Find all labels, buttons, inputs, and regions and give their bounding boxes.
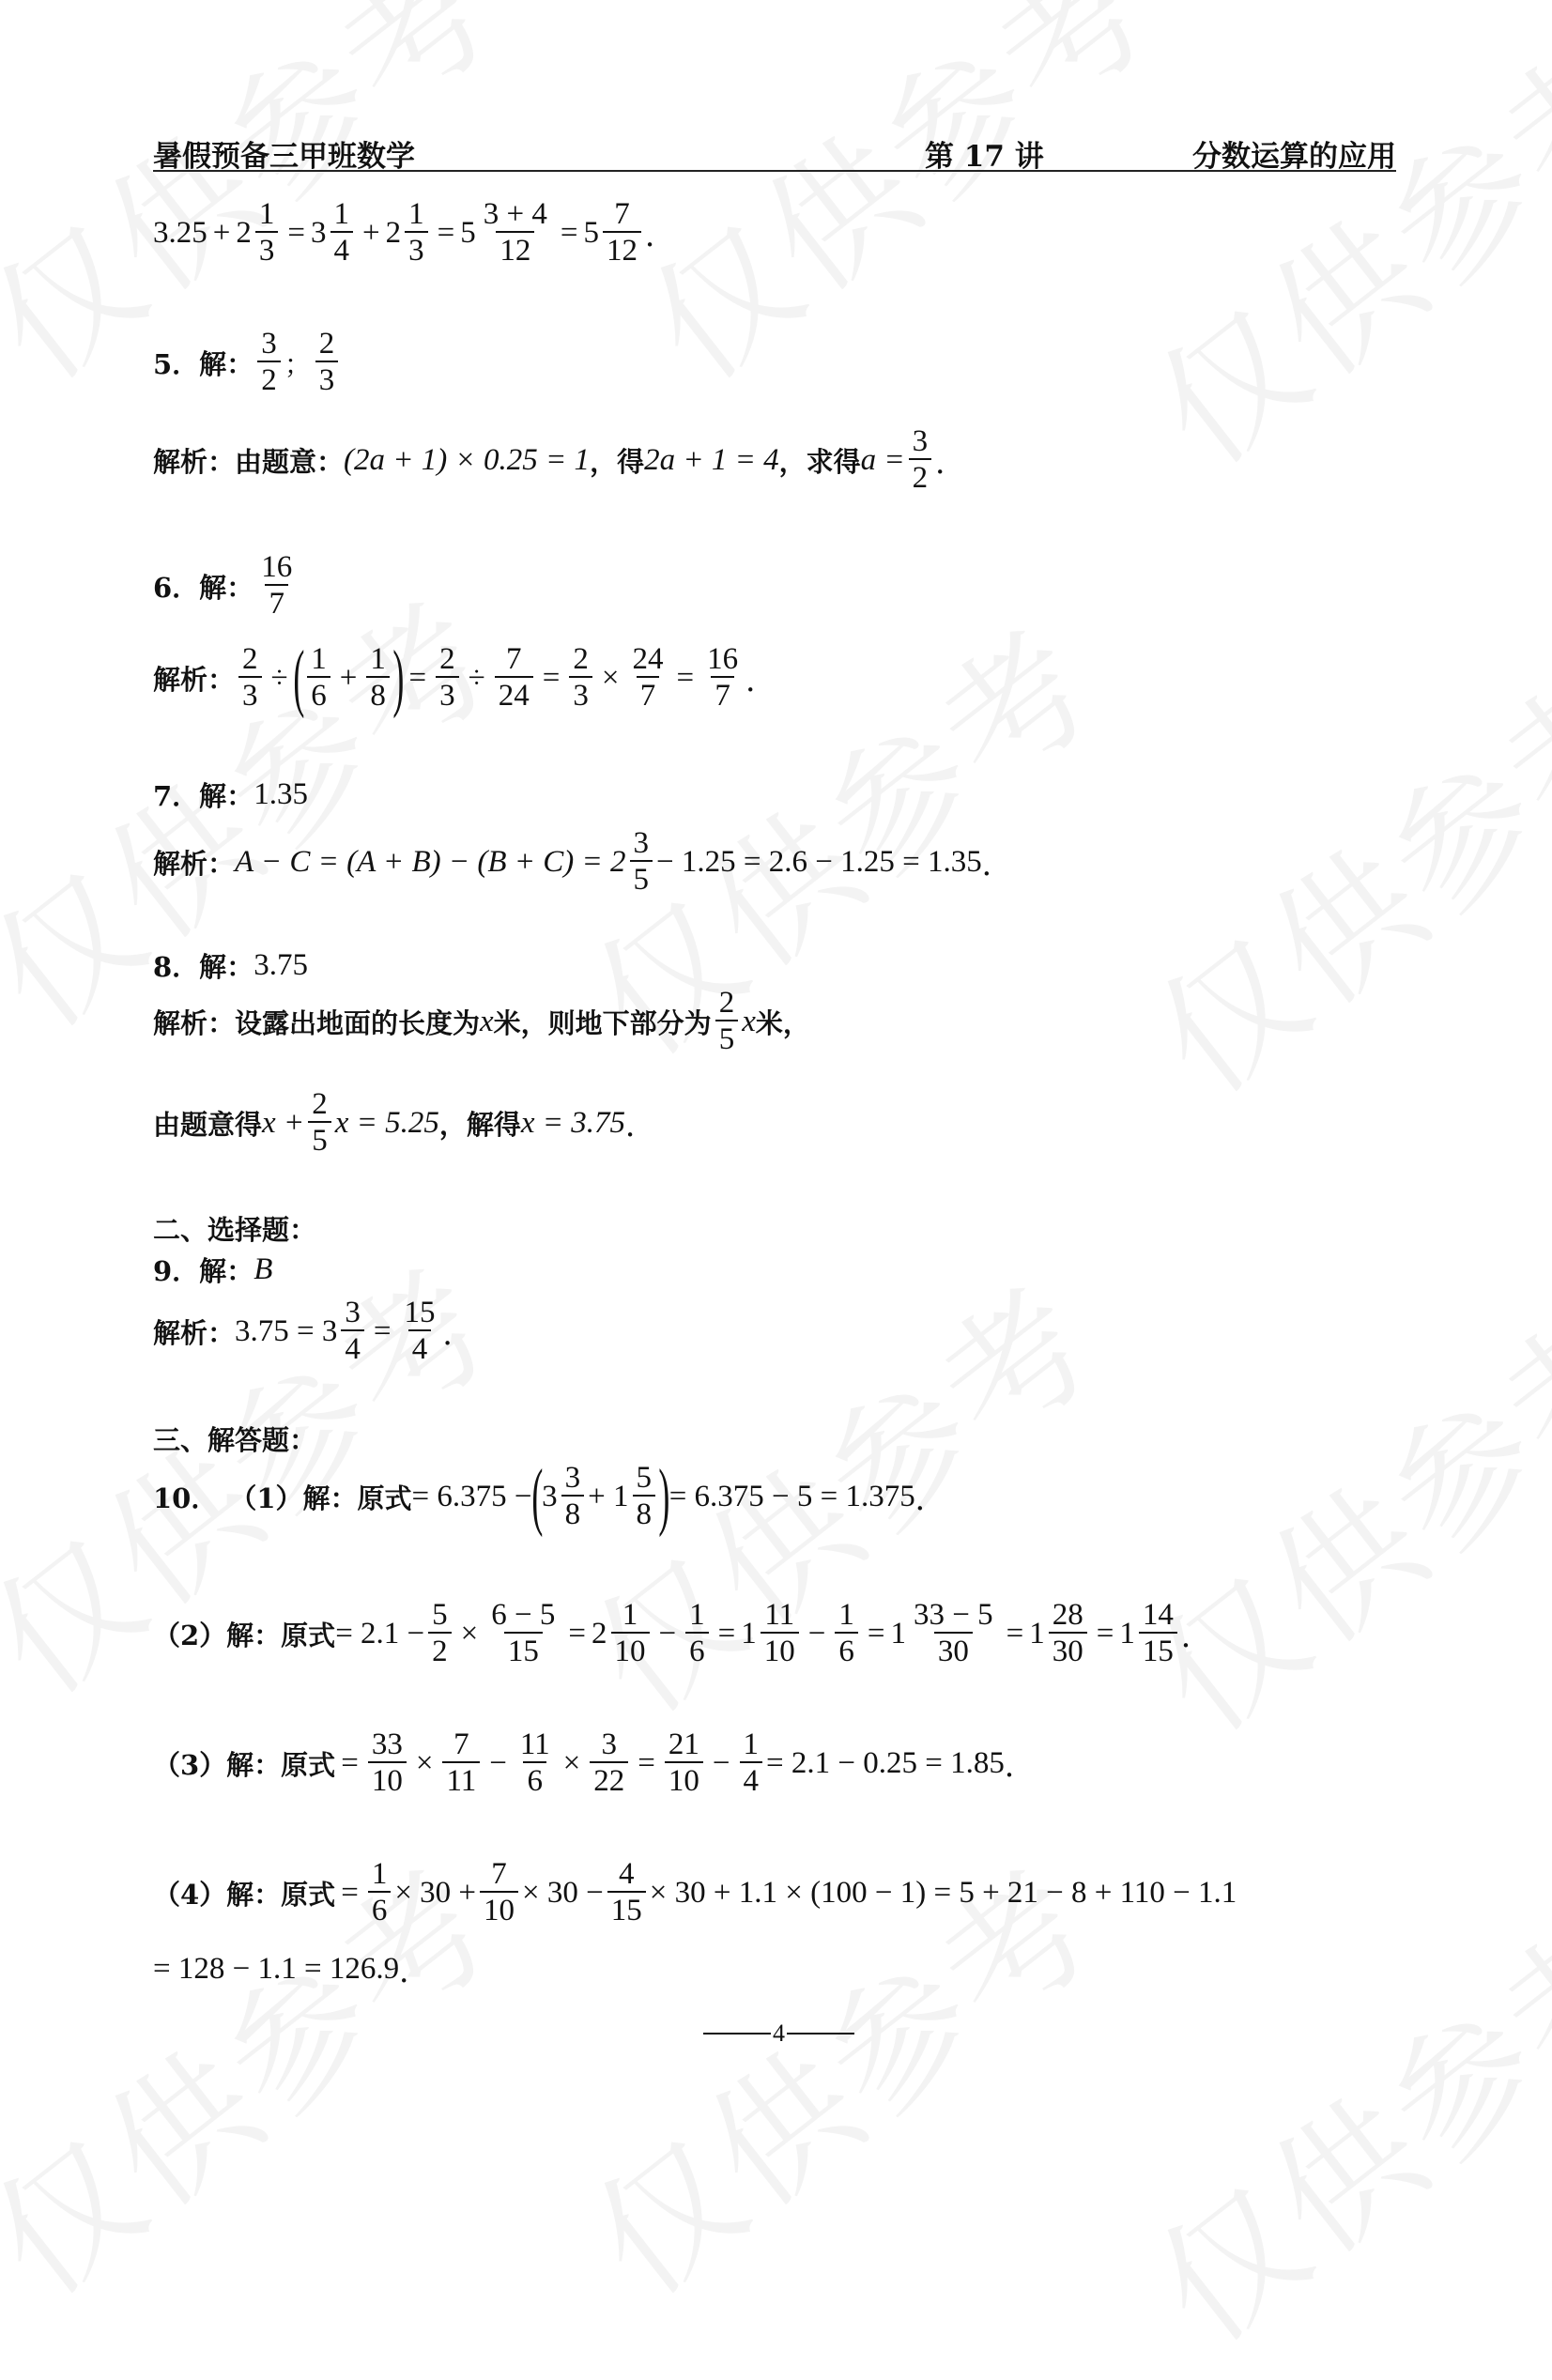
q10-part2: （2）解：原式 = 2.1 − $\frac{5}{2}$ × $\frac{6 - 5}{15}$ = 2 $\frac{1}{10}$ − $\frac{1}{6}$ = 1 $\frac{11}{10}$ − $\frac{1}{6}$ = 1 $\frac{33 - 5}{30}$ = 1 $\frac{28}{30}$ = 1 $\frac{14}{15}$ ． (153, 1598, 1212, 1668)
q5-analysis: 解析：由题意： (2a + 1) × 0.25 = 1 ，得 2a + 1 = 4 ，求得 a = $\frac{3}{2}$ ． (153, 424, 967, 495)
q7-answer: 7．解： 1.35 (153, 777, 308, 812)
q8-analysis: 解析：设露出地面的长度为 x 米，则地下部分为 $\frac{2}{5}$ x 米， (153, 986, 810, 1056)
q7-analysis: 解析： A − C = (A + B) − (B + C) = 2 $\frac{3}{5}$ − 1.25 = 2.6 − 1.25 = 1.35 ． (153, 826, 1013, 897)
section-solution: 三、解答题： (153, 1424, 317, 1456)
q8-equation: 由题意得 x + $\frac{2}{5}$ x = 5.25 ，解得 x = 3.75 ． (153, 1087, 657, 1158)
continued-expression: 3.25 + 2 $\frac{1}{3}$ = 3 $\frac{1}{4}$ + 2 $\frac{1}{3}$ = 5 $\frac{3 + 4}{12}$ = 5 $\frac{7}{12}$ ． (153, 197, 676, 268)
q10-part3: （3）解：原式 = $\frac{33}{10}$ × $\frac{7}{11}$ − $\frac{11}{6}$ × $\frac{3}{22}$ = $\frac{21}{10}$ − $\frac{1}{4}$ = 2.1 − 0.25 = 1.85 ． (153, 1727, 1036, 1798)
watermark (601, 0, 1188, 418)
q8-answer: 8．解： 3.75 (153, 948, 308, 983)
header-lecture: 第 17 讲 (925, 140, 1044, 174)
watermark (1108, 611, 1552, 1131)
page-number: 4 (701, 2019, 856, 2048)
watermark (1108, 1250, 1552, 1770)
watermark (1108, 1860, 1552, 2380)
q6-answer: 6．解： $\frac{16}{7}$ (153, 550, 293, 621)
q10-part4-result: = 128 − 1.1 = 126.9 ． (153, 1952, 431, 1989)
q9-analysis: 解析： 3.75 = 3 $\frac{3}{4}$ = $\frac{15}{4}$ ． (153, 1296, 474, 1366)
section-choice: 二、选择题： (153, 1214, 317, 1246)
q6-analysis: 解析： $\frac{2}{3}$ ÷ ( $\frac{1}{6}$ + $\frac{1}{8}$ ) = $\frac{2}{3}$ ÷ $\frac{7}{24}$ = $\frac{2}{3}$ × $\frac{24}{7}$ = $\frac{16}{7}$ ． (153, 637, 777, 719)
q9-answer: 9．解： B (153, 1252, 273, 1287)
q10-part4: （4）解：原式 = $\frac{1}{6}$ × 30 + $\frac{7}{10}$ × 30 − $\frac{4}{15}$ × 30 + 1.1 × (100 − 1) = 5 + 21 − 8 + 110 − 1.1 (153, 1857, 1237, 1927)
q5-answer: 5．解： $\frac{3}{2}$ ； $\frac{2}{3}$ (153, 327, 342, 398)
header-course: 暑假预备三甲班数学 (153, 140, 415, 174)
page-header (153, 129, 1396, 172)
watermark (1108, 0, 1552, 502)
q10-part1: 10． （1）解：原式 = 6.375 − ( 3 $\frac{3}{8}$ + 1 $\frac{5}{8}$ ) = 6.375 − 5 = 1.375 ． (153, 1455, 946, 1538)
header-topic: 分数运算的应用 (1192, 140, 1396, 174)
